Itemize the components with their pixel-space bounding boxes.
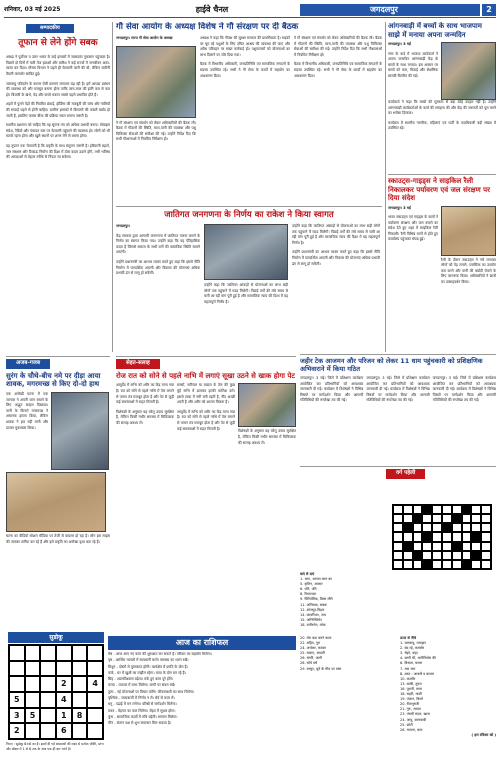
health-paragraph: विशेषज्ञों के अनुसार यह घरेलू उपाय सुरक्षित है, लेकिन किसी गंभीर समस्या में चिकित्सक की सलाह अवश्य लें। (238, 429, 296, 445)
scouts-paragraph: भारत स्काउट्स एवं गाइड्स के छात्रों ने पर्यावरण संरक्षण और जल बचाने का संदेश देते हुए शहर में साइकिल रैली निकाली। रैली विभिन्न मार्गों से होते हुए कार्यालय पहुंचकर संपन्न हुई। (388, 215, 438, 242)
across-clue: 14. कायरियत, अथ (300, 612, 326, 617)
training-paragraph: जगदलपुर। 3 मई। जिले में प्रशिक्षण कार्यक्रम आयोजित कर प्रतिभागियों को आवश्यक जानकारी दी गई। कार्यक्रम में विशेषज्ञों ने विभिन्न विषयों पर मार्गदर्शन किया और आगामी गतिविधियों की रूपरेखा तय की गई। (366, 376, 430, 403)
crossword-cell (432, 551, 442, 560)
health-headline: रोज रात को सोने से पहले नाभि में लगाएं सूखा उठने से खाक होगा पेट (116, 371, 295, 380)
across-clue: 22. सहित, गुरु (300, 641, 321, 646)
crossword-cell (413, 514, 423, 523)
health-paragraph: विशेषज्ञों के अनुसार यह घरेलू उपाय सुरक्षित है, लेकिन किसी गंभीर समस्या में चिकित्सक की सलाह अवश्य लें। (116, 409, 174, 426)
crossword-cell (471, 532, 481, 541)
crossword-cell (422, 551, 432, 560)
sudoku-cell: 8 (72, 708, 88, 724)
crossword-cell (422, 505, 432, 514)
rashifal-item: मेष - आज आप नए काम की शुरुआत कर सकते हैं। परिवार का सहयोग मिलेगा। (108, 652, 212, 656)
health-paragraph: आयुर्वेद में नाभि को शरीर का केंद्र माना गया है। रात को सोने से पहले नाभि में तेल लगाने से पाचन तंत्र मजबूत होता है और पेट से जुड़ी कई समस्याओं में राहत मिलती है। (116, 383, 174, 405)
health-paragraph: सरसों, नारियल या बादाम के तेल की कुछ बूंदें नाभि में डालकर हल्की मालिश करें। इससे त्वचा में नमी बनी रहती है, नींद अच्छी आती है और शरीर को आराम मिलता है। (177, 383, 235, 405)
crossword-cell (393, 514, 403, 523)
crossword-cell (471, 551, 481, 560)
sudoku-cell (40, 692, 56, 708)
scouts-paragraph: रैली के दौरान स्काउट्स ने नारे लगाकर लोगों को पेड़ लगाने, प्लास्टिक का उपयोग कम करने और पानी की बर्बादी रोकने के लिए जागरूक किया। अधिकारियों ने छात्रों का उत्साहवर्धन किया। (441, 257, 496, 284)
public-photo (51, 392, 109, 470)
down-clue: 4. प्राणी भी, अलीरियोस की (400, 656, 436, 661)
down-clue: 26. भावना, धारा (400, 727, 423, 732)
rashifal-list (108, 652, 296, 770)
across-clue: 18. रातीरमेन, लोक (300, 622, 326, 627)
public-section-tag: अजब-गजब (6, 359, 50, 369)
sudoku-note: नियम : सुडोकू 6×6 का है। इसमें दी गई संख्याओं की मदद से प्रत्येक पंक्ति, स्तंभ और बॉक्स में 1 से 6 तक के अंक एक ही बार भरने हैं। (6, 742, 104, 751)
crossword-cell (442, 560, 452, 569)
public-paragraph: घटना का वीडियो सोशल मीडिया पर तेजी से वायरल हो रहा है। लोग इस साहस की जमकर तारीफ कर रहे हैं और इसे प्रकृति का अनोखा दृश्य बता रहे हैं। (6, 533, 110, 544)
crossword-cell (452, 532, 462, 541)
rashifal-item: सिंह - आत्मविश्वास बढ़ेगा। रुके हुए काम पूरे होंगे। (108, 677, 174, 682)
down-clue: 3. चेहरे, कहा (400, 651, 418, 656)
down-clue: 25. छोटी (400, 722, 413, 727)
crossword-cell (413, 551, 423, 560)
crossword-cell (432, 514, 442, 523)
crossword-cell (452, 523, 462, 532)
anganwadi-paragraph: नगर के वार्ड में भाजपा कार्यकर्ता ने अपना जन्मदिन आंगनबाड़ी केंद्र के बच्चों के साथ मनाया। इस अवसर पर बच्चों को फल, मिठाई और शैक्षणिक सामग्री वितरित की गई। (388, 51, 438, 78)
sudoku-cell: 5 (25, 708, 41, 724)
sudoku-cell: 4 (56, 692, 72, 708)
anganwadi-headline: आंगनबाड़ी में बच्चों के साथ भाजपाम साझे में मनाया अपना जन्मदिन (388, 22, 482, 39)
health-paragraph: आयुर्वेद में नाभि को शरीर का केंद्र माना गया है। रात को सोने से पहले नाभि में तेल लगाने से पाचन तंत्र मजबूत होता है और पेट से जुड़ी कई समस्याओं में राहत मिलती है। (177, 409, 235, 431)
crossword-cell (393, 523, 403, 532)
column-divider (112, 22, 113, 352)
crossword-cell (422, 542, 432, 551)
training-story (300, 354, 496, 464)
rashifal-item: कर्क - घर में खुशी का माहौल रहेगा। यात्रा के योग बन रहे हैं। (108, 670, 186, 675)
across-clue: 6. पति, पति (300, 587, 317, 592)
sudoku-cell (40, 645, 56, 661)
crossword-grid (392, 504, 492, 570)
crossword-cell (462, 551, 472, 560)
sudoku-cell: 1 (56, 708, 72, 724)
across-clue: 28. सोये वर्ष (300, 661, 318, 666)
across-clue: 9. पिरियोरिक, प्रिम्स सीने (300, 597, 333, 602)
crossword-cell (462, 560, 472, 569)
scouts-photo (441, 206, 496, 256)
crossword-cell (413, 560, 423, 569)
top-story-byline: जगदलपुर। राज्य गौ सेवा आयोग के अध्यक्ष (116, 36, 173, 40)
scouts-byline: जगदलपुर। 3 मई (388, 205, 411, 210)
answer-note: ( हल रविवार को ) (471, 732, 496, 737)
sudoku-cell (72, 692, 88, 708)
crossword-cell (432, 542, 442, 551)
down-clue: 10. कश्मीर (400, 676, 416, 681)
crossword-cell (413, 532, 423, 541)
anganwadi-photo (441, 42, 496, 100)
sudoku-cell (87, 723, 103, 739)
down-clue: 13. बाकी, तुवरा (400, 681, 422, 686)
crossword-cell (471, 514, 481, 523)
crossword-cell (422, 532, 432, 541)
sudoku-cell (87, 645, 103, 661)
training-paragraph: जगदलपुर। 3 मई। जिले में प्रशिक्षण कार्यक्रम आयोजित कर प्रतिभागियों को आवश्यक जानकारी दी गई। कार्यक्रम में विशेषज्ञों ने विभिन्न विषयों पर मार्गदर्शन किया और आगामी गतिविधियों की रूपरेखा तय की गई। (432, 376, 496, 403)
editorial-paragraph: स्थानीय प्रशासन को चाहिए कि वह सूचना तंत्र को अधिक प्रभावी बनाए। मोबाइल संदेश, रेडियो और पंचायत स्तर पर चेतावनी पहुंचाने की व्यवस्था हो। लोगों को भी सतर्क रहना होगा और खुले स्थानों पर शरण लेने से बचना होगा। (6, 123, 110, 139)
sudoku-cell (25, 676, 41, 692)
down-clue: 2. बंद रहे, कमबोर (400, 646, 425, 651)
census-photo (204, 224, 288, 280)
across-clue: 29. राम्मुट, कूरे के मीठ पर मस्त (300, 666, 342, 671)
public-photo-2 (6, 472, 106, 532)
crossword-cell (432, 505, 442, 514)
crossword-cell (452, 514, 462, 523)
crossword-cell (462, 505, 472, 514)
across-clues (300, 572, 388, 634)
rashifal-item: मीन - संतान पक्ष से शुभ समाचार मिल सकता है। (108, 721, 172, 726)
crossword-title: वर्ग पहेली (386, 469, 425, 479)
rashifal-item: कन्या - व्यापार में लाभ मिलेगा। वाणी पर संयम रखें। (108, 683, 176, 688)
across-clue: 1. आग, आगात कान का (300, 577, 333, 582)
crossword-cell (393, 542, 403, 551)
crossword-cell (481, 542, 491, 551)
crossword-cell (462, 523, 472, 532)
crossword-cell (481, 514, 491, 523)
down-clue: 18. सहरी, माशी (400, 692, 422, 697)
crossword-cell (442, 532, 452, 541)
editorial-paragraph: जलवायु परिवर्तन के कारण ऐसी घटनाएं लगातार बढ़ रही हैं। हमें आपदा प्रबंधन की व्यवस्था को और मजबूत बनाना होगा ताकि जान-माल की हानि कम से कम हो। बिजली के खंभे, पेड़ और कच्चे मकान सबसे पहले प्रभावित होते हैं। (6, 81, 110, 97)
crossword-cell (413, 505, 423, 514)
crossword-cell (481, 505, 491, 514)
across-clue: 12. शोजपुर-विहार (300, 607, 325, 612)
census-paragraph: उन्होंने कहा कि जातिगत आंकड़ों से योजनाओं का लाभ सही लोगों तक पहुंचाने में मदद मिलेगी। पिछड़े वर्गों की लंबे समय से चली आ रही मांग पूरी हुई है और सामाजिक न्याय की दिशा में यह महत्वपूर्ण निर्णय है। (204, 283, 288, 304)
crossword-cell (393, 551, 403, 560)
anganwadi-paragraph: कार्यक्रम में स्थानीय नागरिक, महिलाएं एवं पार्टी के पदाधिकारी बड़ी संख्या में उपस्थित रहे। (388, 120, 496, 131)
sudoku-cell (9, 676, 25, 692)
public-paragraph: एक अनोखी घटना में एक जानवर ने अपनी जान बचाने के लिए अद्भुत साहस दिखाया। पानी के किनारे मगरमच्छ ने अचानक हमला किया, लेकिन शावक ने हार नहीं मानी और डटकर मुकाबला किया। (6, 391, 48, 430)
across-clue: 26. संगरि, जागी (300, 656, 322, 661)
training-headline: जहीर टेक आजमन और परिजन को लेकर 11 धाम पहुंचकारी को प्रशिक्षणिक अभिवाराने में किया गठित (300, 357, 483, 373)
public-story (6, 356, 110, 626)
crossword-cell (481, 532, 491, 541)
sudoku-cell (40, 708, 56, 724)
editorial-paragraph: आंधड़ ने पूर्वोत्तर व उत्तर भारत के कई इलाकों में जबरदस्त नुकसान पहुंचाया है। पिछले दो दिनों में चली तेज हवाओं और बारिश ने कई राज्यों में जनजीवन अस्त-व्यस्त कर दिया। मौसम विभाग ने पहले ही चेतावनी जारी की थी, लेकिन जमीनी तैयारी कमजोर साबित हुई। (6, 55, 110, 77)
across-list-cont (300, 636, 396, 738)
sudoku-cell (40, 723, 56, 739)
health-story (116, 356, 296, 626)
crossword-cell (471, 505, 481, 514)
crossword-cell (393, 505, 403, 514)
sudoku-cell (72, 645, 88, 661)
rashifal-item: वृश्चिक - जल्दबाजी में निर्णय न लें। धैर्य से काम लें। (108, 696, 175, 701)
crossword-cell (422, 523, 432, 532)
page-number: 2 (482, 4, 496, 16)
crossword-cell (442, 551, 452, 560)
sudoku-cell (72, 661, 88, 677)
across-clue: 5. कृतिन, अवसर (300, 582, 323, 587)
rashifal-item: मिथुन - दोस्तों से मुलाकात होगी। कार्यक्षेत्र में प्रगति के योग हैं। (108, 664, 188, 669)
rashifal-item: कुंभ - सामाजिक कार्यों में रुचि बढ़ेगी। सम्मान मिलेगा। (108, 714, 178, 719)
census-paragraph: केंद्र सरकार द्वारा आगामी जनगणना में जातिगत गणना कराने के निर्णय का स्वागत किया गया। उन्होंने कहा कि यह ऐतिहासिक कदम है जिससे समाज के सभी वर्गों की वास्तविक स्थिति सामने आएगी। (116, 233, 200, 255)
top-story-photo (116, 46, 196, 118)
rashifal-item: मकर - मेहनत का फल मिलेगा। सेहत में सुधार होगा। (108, 708, 176, 713)
across-clue: 20. मेरा बदा करने वाला (300, 636, 332, 640)
sudoku-cell (25, 723, 41, 739)
across-clue: 25. चलाए, आदमी (300, 651, 325, 656)
training-paragraph: जगदलपुर। 3 मई। जिले में प्रशिक्षण कार्यक्रम आयोजित कर प्रतिभागियों को आवश्यक जानकारी दी गई। कार्यक्रम में विशेषज्ञों ने विभिन्न विषयों पर मार्गदर्शन किया और आगामी गतिविधियों की रूपरेखा तय की गई। (300, 376, 364, 403)
crossword-cell (413, 523, 423, 532)
top-story (116, 22, 382, 204)
health-photo (238, 383, 296, 427)
sudoku-cell: 2 (56, 676, 72, 692)
newspaper-brand: हाईवे चैनल (195, 5, 229, 15)
down-clue: 20. रीतानुराठी (400, 702, 420, 707)
crossword-cell (462, 542, 472, 551)
across-title: बाएं से दाएं (300, 572, 315, 576)
crossword-cell (471, 523, 481, 532)
scouts-headline: स्काउट्स-गाइड्स ने साइकिल रैली निकालकर पर्यावरण एवं जल संरक्षण पर दिया संदेश (388, 177, 490, 202)
sudoku-cell (56, 661, 72, 677)
edition-city: जगदलपुर (300, 4, 480, 16)
sudoku-cell (72, 676, 88, 692)
crossword-cell (442, 523, 452, 532)
down-clue: 8. शरत : आकर्षे व बाजार (400, 671, 434, 676)
down-clue: 24. आयु, कामयाबी (400, 717, 427, 722)
crossword-cell (462, 532, 472, 541)
sudoku-cell (87, 692, 103, 708)
crossword-cell (481, 523, 491, 532)
crossword-cell (403, 551, 413, 560)
crossword-cell (452, 560, 462, 569)
crossword-cell (393, 560, 403, 569)
editorial-section (6, 22, 110, 352)
sudoku-cell (72, 723, 88, 739)
rashifal-title: आज का राशिफल (108, 636, 296, 650)
top-story-paragraph: ने गौ संरक्षण एवं संवर्धन को लेकर अधिकारियों की बैठक ली। बैठक में गौठानों की स्थिति, चारा-पानी की व्यवस्था और पशु चिकित्सा सेवाओं की समीक्षा की गई। उन्होंने निर्देश दिए कि सभी गौशालाओं में नियमित निरीक्षण हो। (116, 120, 196, 142)
crossword-cell (442, 542, 452, 551)
sudoku-cell (25, 661, 41, 677)
anganwadi-byline: जगदलपुर। 3 मई (388, 42, 411, 46)
census-story (116, 206, 382, 352)
across-clue: 11. अलिरक्षा, सबक (300, 602, 327, 607)
sudoku-cell: 3 (9, 708, 25, 724)
sudoku-cell (25, 645, 41, 661)
crossword-cell (432, 532, 442, 541)
across-list (300, 577, 388, 628)
crossword-cell (393, 532, 403, 541)
column-divider (385, 22, 386, 352)
census-paragraph: उन्होंने प्रधानमंत्री का आभार व्यक्त करते हुए कहा कि इससे नीति निर्माण में पारदर्शिता आएगी और विकास की योजनाएं अधिक प्रभावी ढंग से लागू हो सकेंगी। (292, 250, 380, 266)
down-title: ऊपर से नीचे (400, 636, 417, 640)
health-section-tag: सेहत-सलाह (116, 359, 160, 369)
rashifal-item: तुला - नई योजनाओं पर विचार करेंगे। जीवनसाथी का साथ मिलेगा। (108, 689, 195, 694)
sudoku-cell: 4 (87, 676, 103, 692)
sudoku-cell (56, 645, 72, 661)
sudoku-title: सुडोकू (8, 632, 104, 643)
sudoku-cell (25, 692, 41, 708)
sudoku-cell (87, 661, 103, 677)
crossword-cell (422, 514, 432, 523)
down-clue: 21. गुरु, अथवा (400, 707, 421, 712)
editorial-headline: तूफान से लेने होंगे सबक (18, 38, 98, 49)
top-story-paragraph: ने गौ संरक्षण एवं संवर्धन को लेकर अधिकारियों की बैठक ली। बैठक में गौठानों की स्थिति, चारा-पानी की व्यवस्था और पशु चिकित्सा सेवाओं की समीक्षा की गई। उन्होंने निर्देश दिए कि सभी गौशालाओं में नियमित निरीक्षण हो। (294, 36, 382, 57)
anganwadi-paragraph: कार्यकर्ता ने कहा कि बच्चों की मुस्कान से बड़ा कोई उपहार नहीं है। उन्होंने आंगनबाड़ी कार्यकर्ताओं के कार्य की सराहना की और केंद्र की जरूरतों को पूरा करने का भरोसा दिलाया। (388, 100, 496, 116)
crossword-cell (432, 560, 442, 569)
crossword-cell (413, 542, 423, 551)
issue-date: शनिवार, 03 मई 2025 (4, 5, 61, 13)
crossword-cell (452, 505, 462, 514)
top-story-headline: गौ सेवा आयोग के अध्यक्ष विशेष ने गौ संरक्षण पर दी बैठक (116, 22, 299, 32)
crossword-cell (403, 514, 413, 523)
census-headline: जातिगत जनगणना के निर्णय का राकेश ने किया स्वागत (164, 210, 334, 220)
crossword-cell (452, 551, 462, 560)
anganwadi-story (388, 22, 496, 172)
census-byline: जगदलपुर। (116, 224, 130, 228)
census-paragraph: उन्होंने कहा कि जातिगत आंकड़ों से योजनाओं का लाभ सही लोगों तक पहुंचाने में मदद मिलेगी। पिछड़े वर्गों की लंबे समय से चली आ रही मांग पूरी हुई है और सामाजिक न्याय की दिशा में यह महत्वपूर्ण निर्णय है। (292, 224, 380, 245)
editorial-paragraph: यह तूफान एक चेतावनी है कि प्रकृति के साथ संतुलन जरूरी है। हरियाली बढ़ाने, जल संरक्षण और टिकाऊ निर्माण की दिशा में ठोस कदम उठाने होंगे, तभी भविष्य की आपदाओं से बेहतर तरीके से निपटा जा सकेगा। (6, 143, 110, 160)
crossword-cell (422, 560, 432, 569)
crossword-cell (471, 560, 481, 569)
down-clue: 1. जलवायु, व्यवहार (400, 641, 426, 646)
crossword-cell (442, 505, 452, 514)
across-clue: 8. रिवाज्यल (300, 592, 317, 597)
crossword-cell (471, 542, 481, 551)
top-story-paragraph: बैठक में विभागीय अधिकारी, जनप्रतिनिधि एवं सामाजिक संगठनों के सदस्य उपस्थित रहे। सभी ने गौ सेवा के कार्यों में सहयोग का आश्वासन दिया। (200, 62, 290, 78)
crossword-cell (452, 542, 462, 551)
sudoku-grid (8, 644, 104, 740)
down-clue: 6. बिश्राम, कमरा (400, 661, 423, 666)
crossword-cell (432, 523, 442, 532)
page-header (4, 4, 496, 16)
top-story-paragraph: बैठक में विभागीय अधिकारी, जनप्रतिनिधि एवं सामाजिक संगठनों के सदस्य उपस्थित रहे। सभी ने गौ सेवा के कार्यों में सहयोग का आश्वासन दिया। (294, 62, 382, 78)
down-clue: 16. पुरानी, मामा (400, 686, 423, 691)
header-rule (4, 17, 496, 18)
sudoku-cell (87, 708, 103, 724)
across-clue: 15. अग्निरेजिमेट (300, 617, 322, 622)
crossword-cell (442, 514, 452, 523)
crossword-cell (481, 560, 491, 569)
crossword-cell (403, 560, 413, 569)
sudoku-cell (40, 661, 56, 677)
down-clue: 23. पंचमी मंदार, खाना (400, 712, 431, 717)
crossword-cell (403, 523, 413, 532)
sudoku-cell: 5 (9, 692, 25, 708)
editorial-paragraph: शहरों में पुराने पेड़ों की नियमित छंटाई, होर्डिंग्स की मजबूती की जांच और नालियों की सफाई पहले से होनी चाहिए। ग्रामीण इलाकों में किसानों की फसलें बर्बाद हो जाती हैं, इसलिए फसल बीमा की प्रक्रिया सरल बनाना जरूरी है। (6, 102, 110, 118)
crossword-cell (403, 542, 413, 551)
editorial-tag: सम्पादकीय (26, 24, 74, 33)
public-headline: सुरंग के चौथे-बीच नमे पर दीड़ा आया शावक, मगरमच्छ से किए दो-दो हाथ (6, 371, 101, 389)
crossword-cell (481, 551, 491, 560)
top-story-paragraph: अध्यक्ष ने कहा कि गौवंश की सुरक्षा सरकार की प्राथमिकता है। सड़कों पर घूम रहे पशुओं के लिए उचित आश्रय की व्यवस्था की जाए और अवैध परिवहन पर सख्त कार्रवाई हो। पशुपालकों को योजनाओं का लाभ दिलाने पर जोर दिया गया। (200, 36, 290, 57)
crossword-cell (403, 505, 413, 514)
across-clue: 24. अर्थकर, कायल (300, 646, 326, 651)
crossword-cell (403, 532, 413, 541)
sudoku-cell (9, 645, 25, 661)
sudoku-cell: 2 (9, 723, 25, 739)
rashifal-item: वृष - आर्थिक मामलों में सावधानी बरतें। स्वास्थ्य का ध्यान रखें। (108, 658, 189, 663)
sudoku-cell (40, 676, 56, 692)
crossword-cell (462, 514, 472, 523)
sudoku-cell: 6 (56, 723, 72, 739)
sudoku-cell (9, 661, 25, 677)
scouts-story (388, 174, 496, 350)
census-paragraph: उन्होंने प्रधानमंत्री का आभार व्यक्त करते हुए कहा कि इससे नीति निर्माण में पारदर्शिता आएगी और विकास की योजनाएं अधिक प्रभावी ढंग से लागू हो सकेंगी। (116, 259, 200, 276)
down-clues (300, 636, 496, 770)
down-clue: 7. नया नाम (400, 666, 416, 671)
down-list (400, 641, 496, 733)
down-clue: 19. पंजान, बिरले (400, 697, 424, 702)
rashifal-item: धनु - पढ़ाई में मन लगेगा। वरिष्ठों से मार्गदर्शन मिलेगा। (108, 702, 177, 707)
